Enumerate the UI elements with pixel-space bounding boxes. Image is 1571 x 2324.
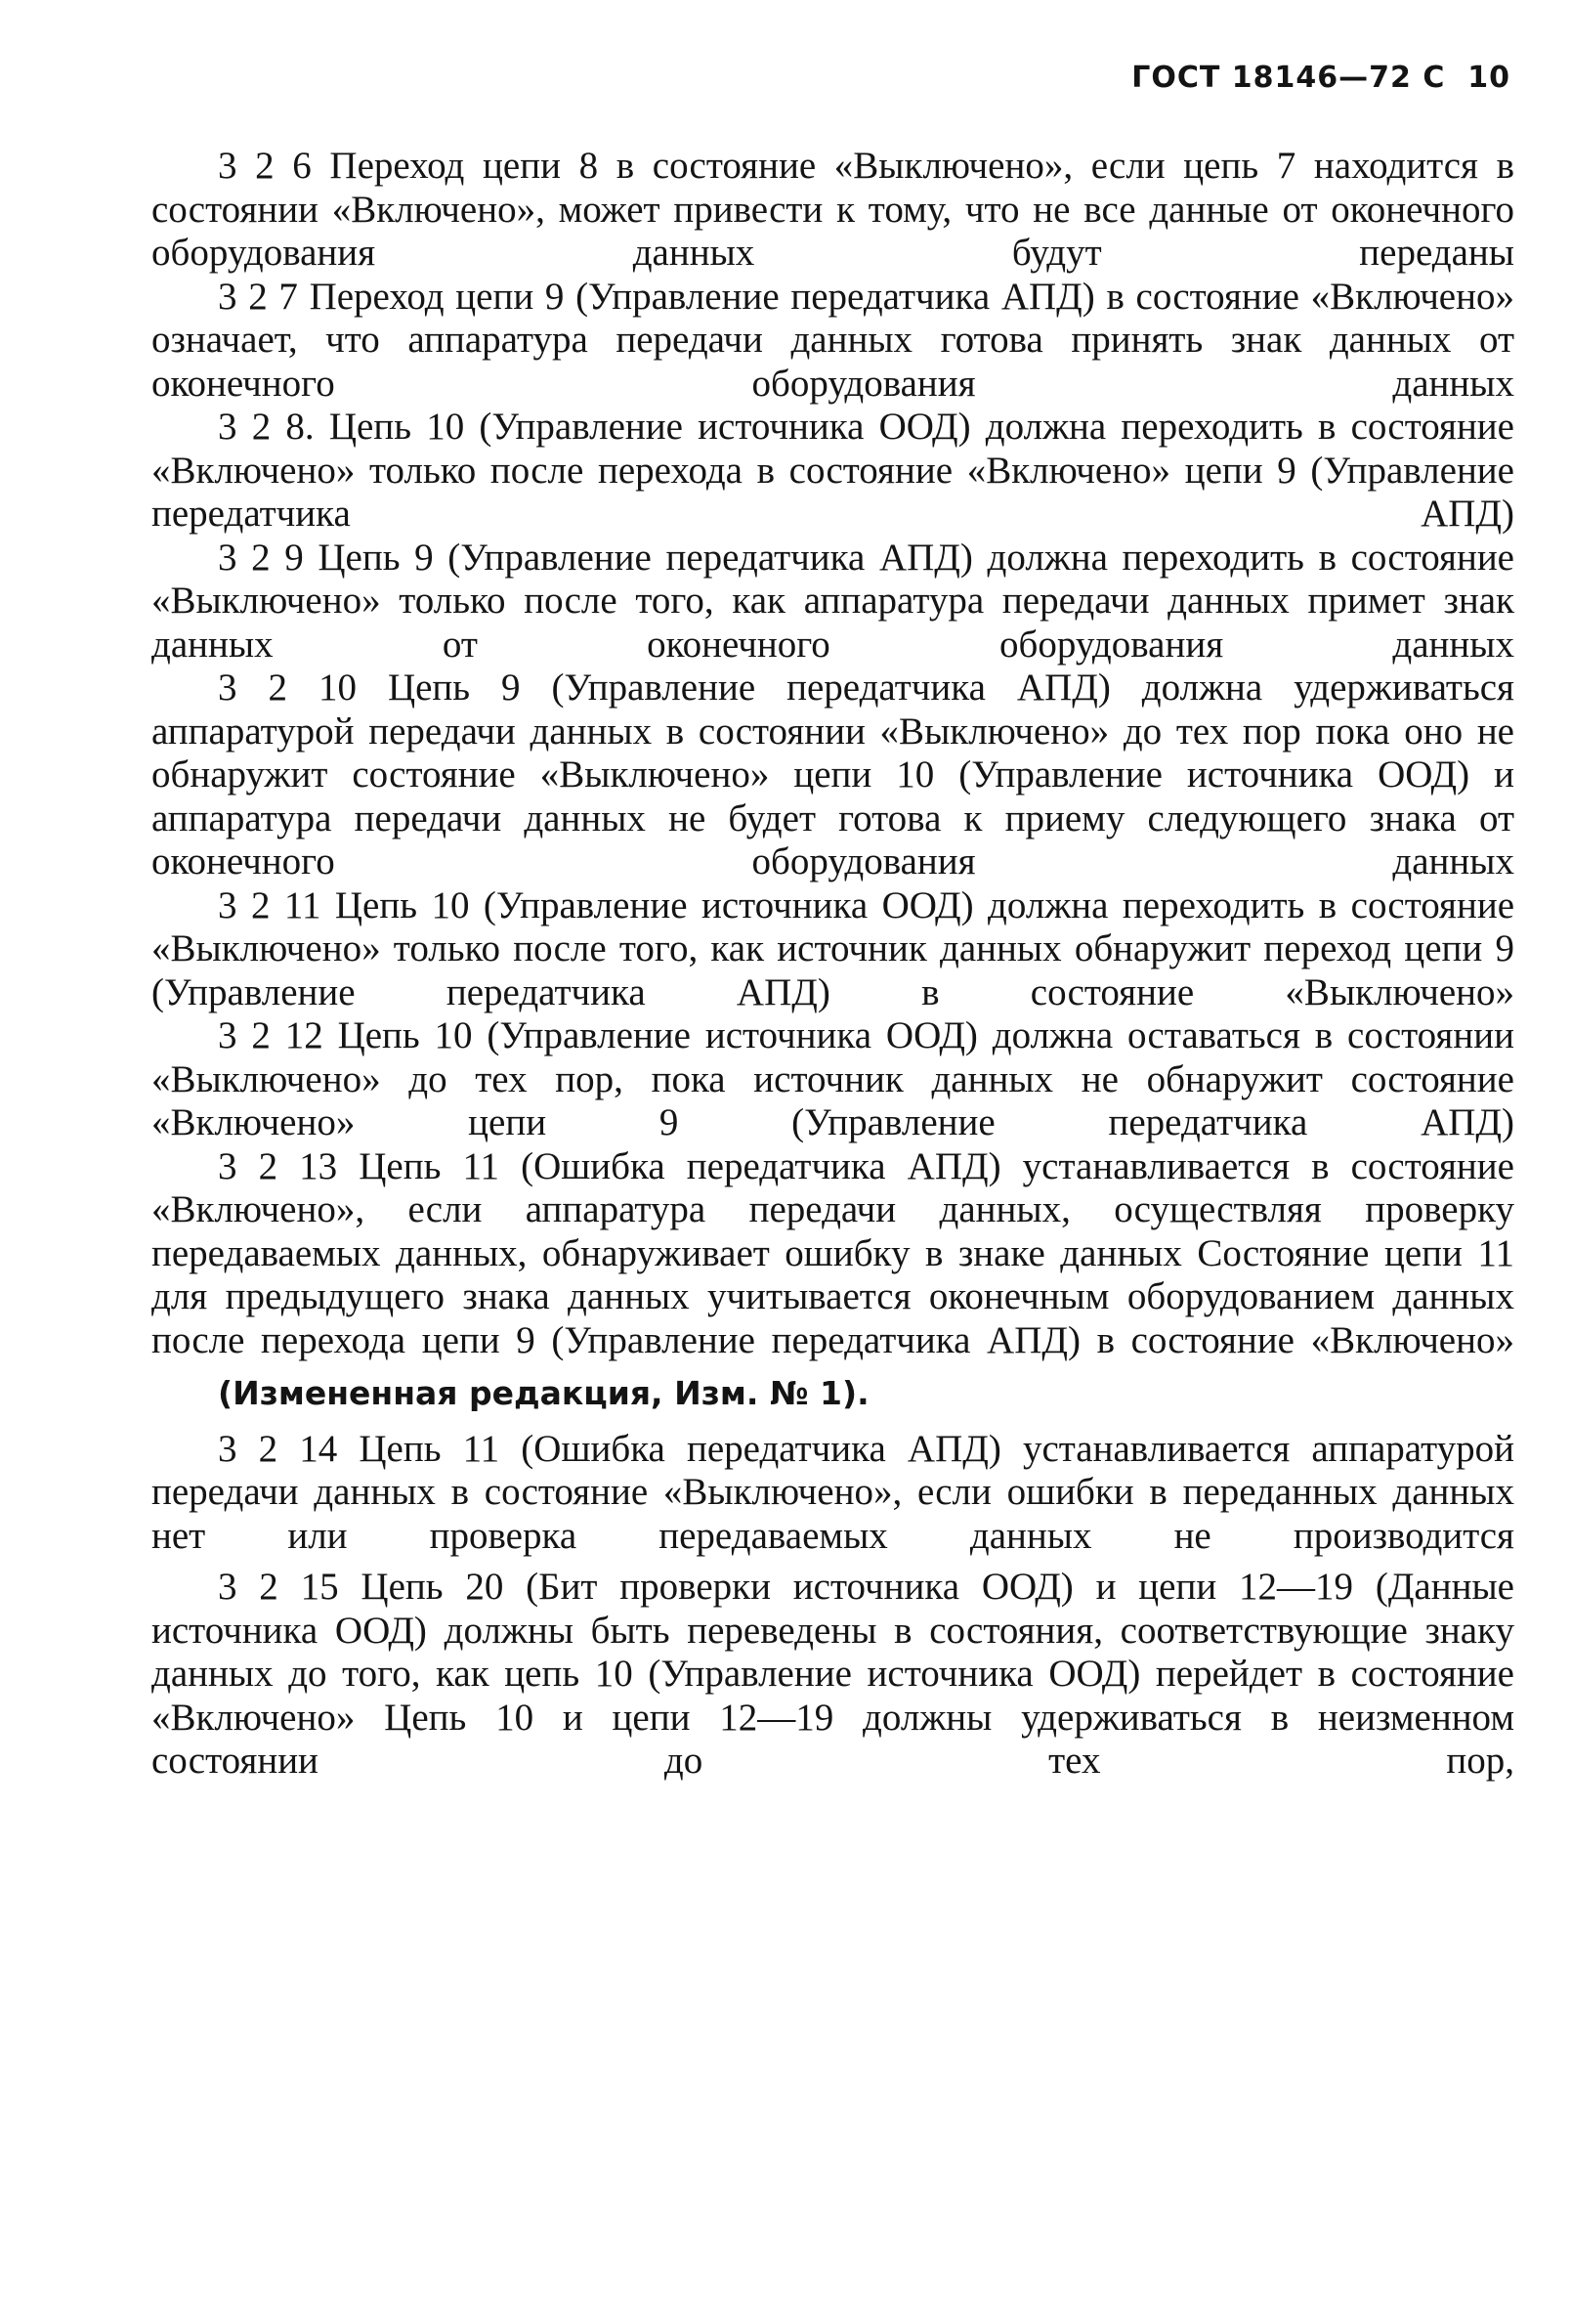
clause-3-2-13: 3 2 13 Цепь 11 (Ошибка передатчика АПД) устанавливается в состояние «Включено», если аппаратура передачи данных, осуществляя проверку передаваемых данных, обнаруживает ошибку в знаке данных Состояние цепи 11 для предыдущего знака данных учитывается оконечным оборудованием данных после перехода цепи 9 (Управление передатчика АПД) в состояние «Включено»	[151, 1144, 1514, 1361]
clause-3-2-8: 3 2 8. Цепь 10 (Управление источника ООД) должна переходить в состояние «Включено» только после перехода в состояние «Включено» цепи 9 (Управление передатчика АПД)	[151, 406, 1514, 535]
clause-3-2-15: 3 2 15 Цепь 20 (Бит проверки источника ООД) и цепи 12—19 (Данные источника ООД) должны быть переведены в состояния, соответствующие знаку данных до того, как цепь 10 (Управление источника ООД) перейдет в состояние «Включено» Цепь 10 и цепи 12—19 должны удерживаться в неизменном состоянии до тех пор,	[151, 1566, 1514, 1782]
clause-3-2-6: 3 2 6 Переход цепи 8 в состояние «Выключено», если цепь 7 находится в состоянии «Включено», может привести к тому, что не все данные от оконечного оборудования данных будут переданы	[151, 145, 1514, 274]
standard-designation: ГОСТ 18146—72 С	[1131, 61, 1446, 95]
amendment-note: (Измененная редакция, Изм. № 1).	[218, 1374, 870, 1412]
clause-3-2-11: 3 2 11 Цепь 10 (Управление источника ООД) должна переходить в состояние «Выключено» только после того, как источник данных обнаружит переход цепи 9 (Управление передатчика АПД) в состояние «Выключено»	[151, 883, 1514, 1013]
clause-3-2-10: 3 2 10 Цепь 9 (Управление передатчика АПД) должна удерживаться аппаратурой передачи данных в состоянии «Выключено» до тех пор пока оно не обнаружит состояние «Выключено» цепи 10 (Управление источника ООД) и аппаратура передачи данных не будет готова к приему следующего знака от оконечного оборудования данных	[151, 667, 1514, 882]
clause-3-2-14: 3 2 14 Цепь 11 (Ошибка передатчика АПД) устанавливается аппаратурой передачи данных в состояние «Выключено», если ошибки в переданных данных нет или проверка передаваемых данных не производится	[151, 1427, 1514, 1557]
page-number: 10	[1467, 61, 1510, 95]
clause-3-2-7: 3 2 7 Переход цепи 9 (Управление передатчика АПД) в состояние «Включено» означает, что аппаратура передачи данных готова принять знак данных от оконечного оборудования данных	[151, 275, 1514, 405]
clause-3-2-9: 3 2 9 Цепь 9 (Управление передатчика АПД) должна переходить в состояние «Выключено» только после того, как аппаратура передачи данных примет знак данных от оконечного оборудования данных	[151, 536, 1514, 666]
document-body	[151, 145, 1514, 1784]
clause-3-2-12: 3 2 12 Цепь 10 (Управление источника ООД) должна оставаться в состоянии «Выключено» до тех пор, пока источник данных не обнаружит состояние «Включено» цепи 9 (Управление передатчика АПД)	[151, 1014, 1514, 1143]
page-header	[1131, 61, 1510, 95]
